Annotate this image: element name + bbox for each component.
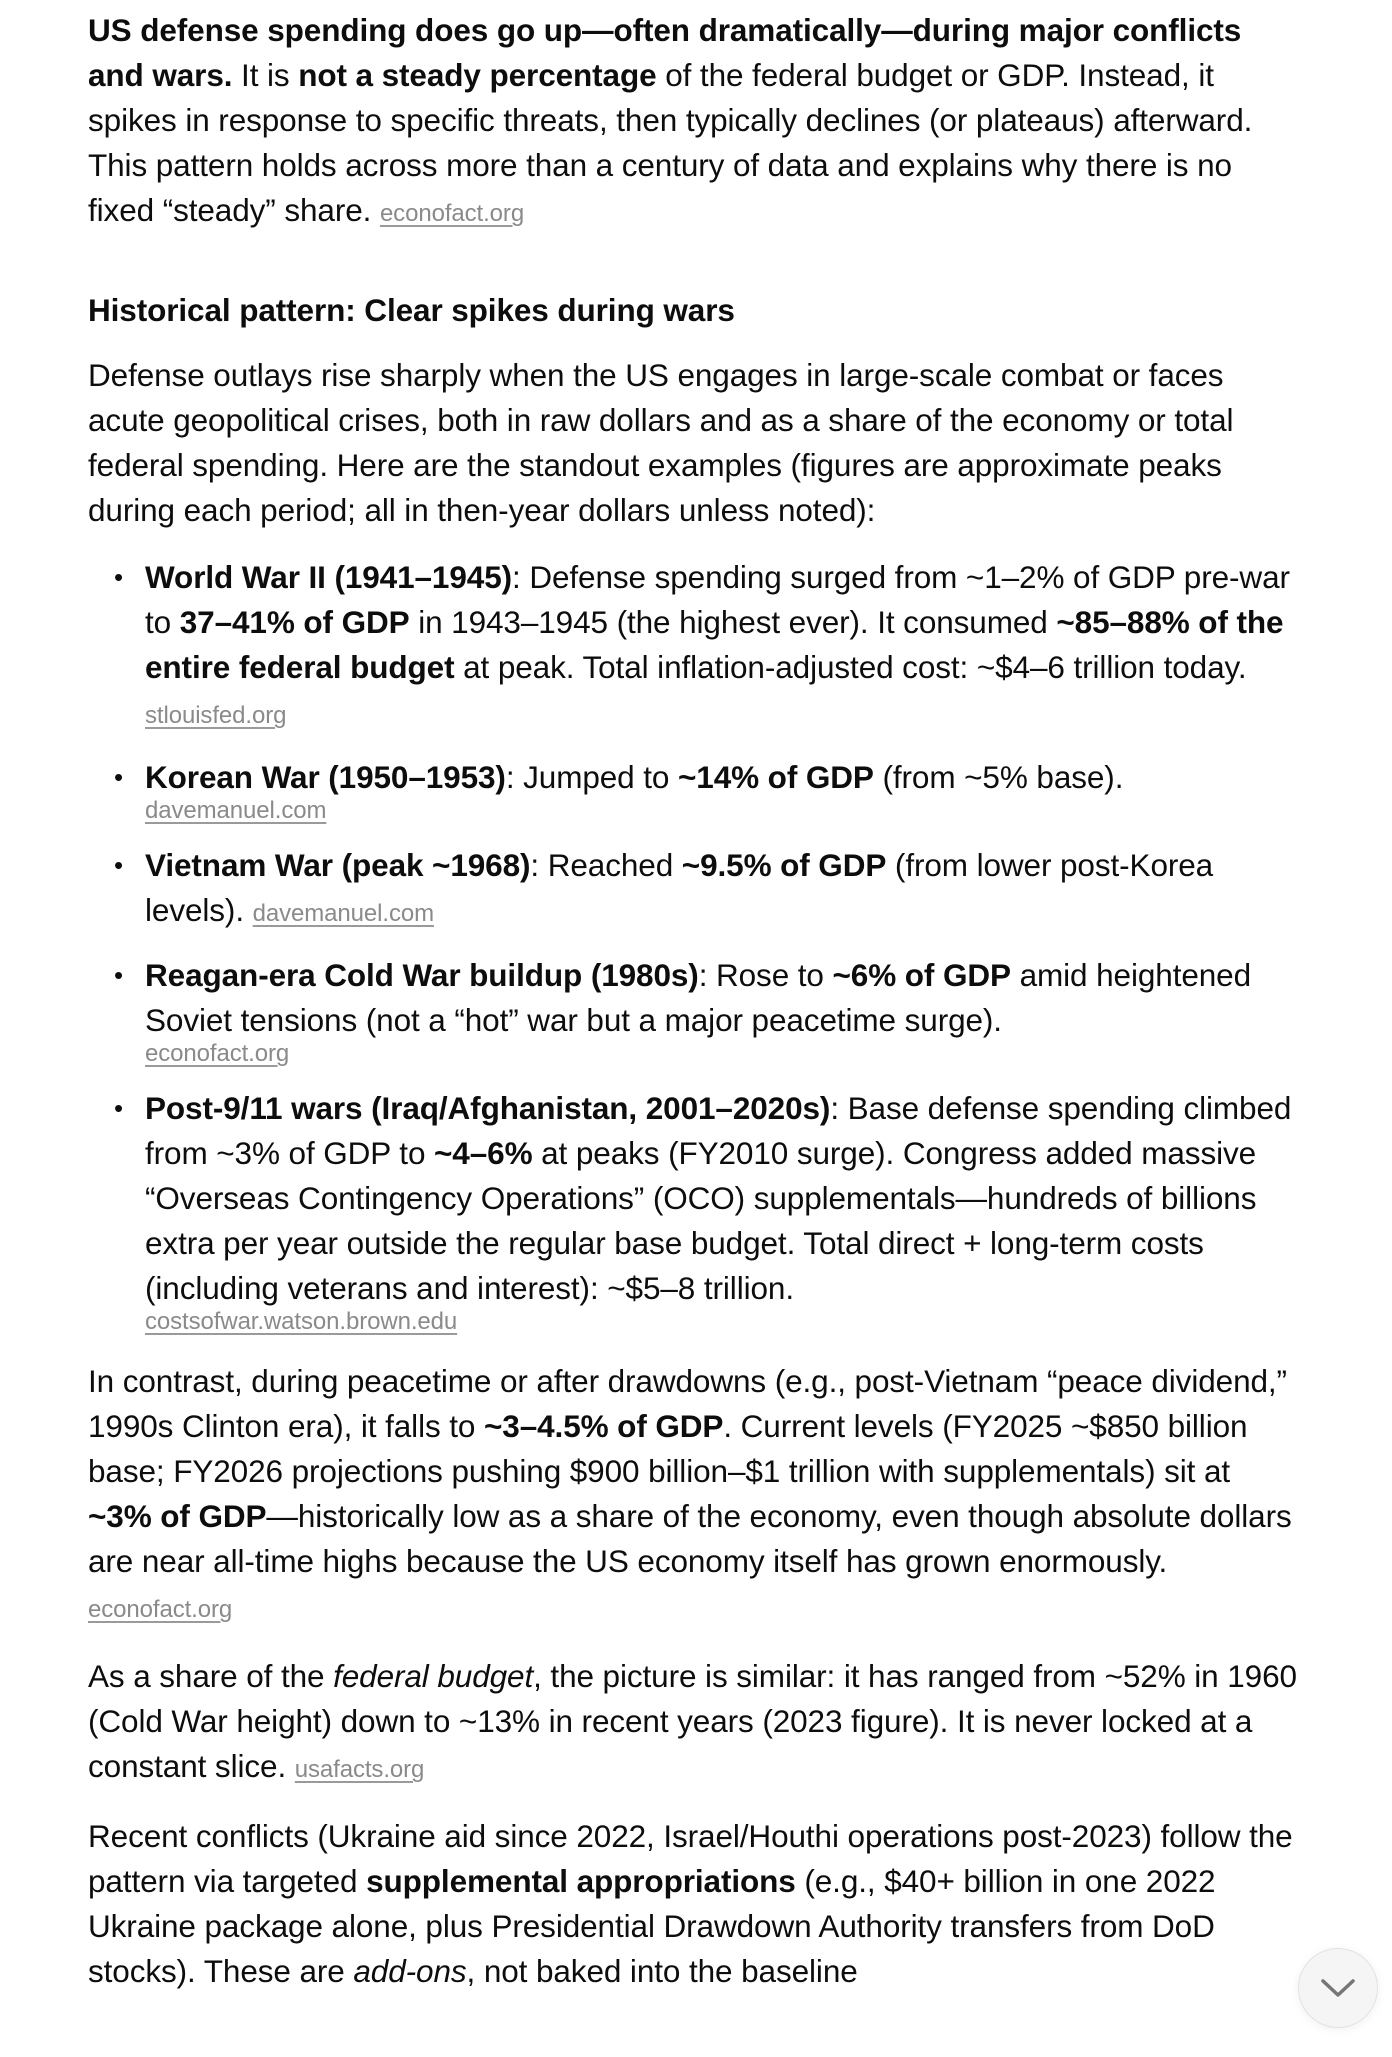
- bold-text: ~3% of GDP: [88, 1498, 267, 1534]
- bullet-icon: •: [114, 562, 124, 592]
- text-run: : Rose to: [698, 957, 833, 993]
- text-run: in 1943–1945 (the highest ever). It consumed: [409, 604, 1057, 640]
- section-heading: Historical pattern: Clear spikes during wars: [88, 292, 735, 328]
- bold-text: ~85–88% of the entire federal budget: [145, 604, 1284, 685]
- bullet-icon: •: [114, 762, 124, 792]
- recent-conflicts-paragraph: [88, 1814, 1298, 1994]
- text-run: amid heightened Soviet tensions (not a “hot” war but a major peacetime surge).: [145, 957, 1252, 1038]
- bold-text: ~14% of GDP: [677, 759, 874, 795]
- source-link[interactable]: econofact.org: [88, 1596, 233, 1623]
- italic-text: add-ons: [353, 1953, 467, 1989]
- bold-text: ~6% of GDP: [832, 957, 1011, 993]
- bullet-icon: •: [114, 1093, 124, 1123]
- scroll-down-button[interactable]: [1298, 1948, 1378, 2028]
- source-link[interactable]: costsofwar.watson.brown.edu: [145, 1308, 458, 1335]
- text-run: —historically low as a share of the economy, even though absolute dollars are near all-time highs because the US economy itself has grown enormously.: [88, 1498, 1292, 1579]
- italic-text: federal budget: [333, 1658, 534, 1694]
- bold-text: ~4–6%: [434, 1135, 533, 1171]
- bullet-icon: •: [114, 850, 124, 880]
- bold-text: not a steady percentage: [298, 57, 657, 93]
- bold-text: Post-9/11 wars (Iraq/Afghanistan, 2001–2020s): [145, 1090, 831, 1126]
- pattern-paragraph: [88, 353, 1298, 533]
- text-run: Defense outlays rise sharply when the US engages in large-scale combat or faces acute geopolitical crises, both in raw dollars and as a share of the economy or total federal spending. Here are the standout examples (figures are approximate peaks during each period; all in then-year dollars unless noted):: [88, 357, 1234, 528]
- text-run: (e.g., $40+ billion in one 2022 Ukraine package alone, plus Presidential Drawdown Authority transfers from DoD stocks). These are: [88, 1863, 1216, 1989]
- text-run: (from ~5% base).: [873, 759, 1124, 795]
- text-run: at peak. Total inflation-adjusted cost: ~$4–6 trillion today.: [454, 649, 1247, 685]
- text-run: : Reached: [530, 847, 682, 883]
- text-run: at peaks (FY2010 surge). Congress added massive “Overseas Contingency Operations” (OCO) supplementals—hundreds of billions extra per year outside the regular base budget. Total direct + long-term costs (including veterans and interest): ~$5–8 trillion.: [145, 1135, 1257, 1306]
- bold-text: Vietnam War (peak ~1968): [145, 847, 531, 883]
- bold-text: 37–41% of GDP: [179, 604, 410, 640]
- text-run: , the picture is similar: it has ranged from ~52% in 1960 (Cold War height) down to ~13% in recent years (2023 figure). It is never locked at a constant slice.: [88, 1658, 1297, 1784]
- source-link[interactable]: davemanuel.com: [252, 900, 435, 927]
- text-run: It is: [232, 57, 299, 93]
- bold-text: ~3–4.5% of GDP: [484, 1408, 724, 1444]
- source-link[interactable]: econofact.org: [379, 200, 525, 227]
- bold-text: World War II (1941–1945): [145, 559, 513, 595]
- response-content: [88, 8, 1298, 2016]
- list-item: [88, 755, 1298, 826]
- text-run: Recent conflicts (Ukraine aid since 2022, Israel/Houthi operations post-2023) follow the pattern via targeted: [88, 1818, 1293, 1899]
- source-link[interactable]: stlouisfed.org: [145, 702, 287, 729]
- bold-text: ~9.5% of GDP: [681, 847, 887, 883]
- bold-text: supplemental appropriations: [366, 1863, 796, 1899]
- intro-paragraph: [88, 8, 1298, 236]
- list-item: [88, 1086, 1298, 1337]
- bold-text: US defense spending does go up—often dramatically—during major conflicts and wars.: [88, 12, 1242, 93]
- source-link[interactable]: davemanuel.com: [145, 797, 327, 824]
- text-run: . Current levels (FY2025 ~$850 billion base; FY2026 projections pushing $900 billion–$1 trillion with supplementals) sit at: [88, 1408, 1248, 1489]
- text-run: As a share of the: [88, 1658, 334, 1694]
- text-run: (from lower post-Korea levels).: [145, 847, 1214, 928]
- text-run: : Defense spending surged from ~1–2% of GDP pre-war to: [145, 559, 1290, 640]
- text-run: : Jumped to: [505, 759, 678, 795]
- source-link[interactable]: usafacts.org: [294, 1756, 425, 1783]
- list-item: [88, 843, 1298, 936]
- source-link[interactable]: econofact.org: [145, 1040, 290, 1067]
- contrast-paragraph: [88, 1359, 1298, 1632]
- bold-text: Korean War (1950–1953): [145, 759, 506, 795]
- bold-text: Reagan-era Cold War buildup (1980s): [145, 957, 699, 993]
- chevron-down-icon: [1320, 1978, 1356, 1998]
- text-run: of the federal budget or GDP. Instead, it spikes in response to specific threats, then typically declines (or plateaus) afterward. This pattern holds across more than a century of data and explains why there is no fixed “steady” share.: [88, 57, 1253, 228]
- text-run: In contrast, during peacetime or after drawdowns (e.g., post-Vietnam “peace dividend,” 1990s Clinton era), it falls to: [88, 1363, 1287, 1444]
- budget-share-paragraph: [88, 1654, 1298, 1792]
- text-run: : Base defense spending climbed from ~3% of GDP to: [145, 1090, 1292, 1171]
- list-item: [88, 953, 1298, 1069]
- bullet-icon: •: [114, 960, 124, 990]
- wars-list: [88, 555, 1298, 1337]
- text-run: , not baked into the baseline: [466, 1953, 858, 1989]
- list-item: [88, 555, 1298, 738]
